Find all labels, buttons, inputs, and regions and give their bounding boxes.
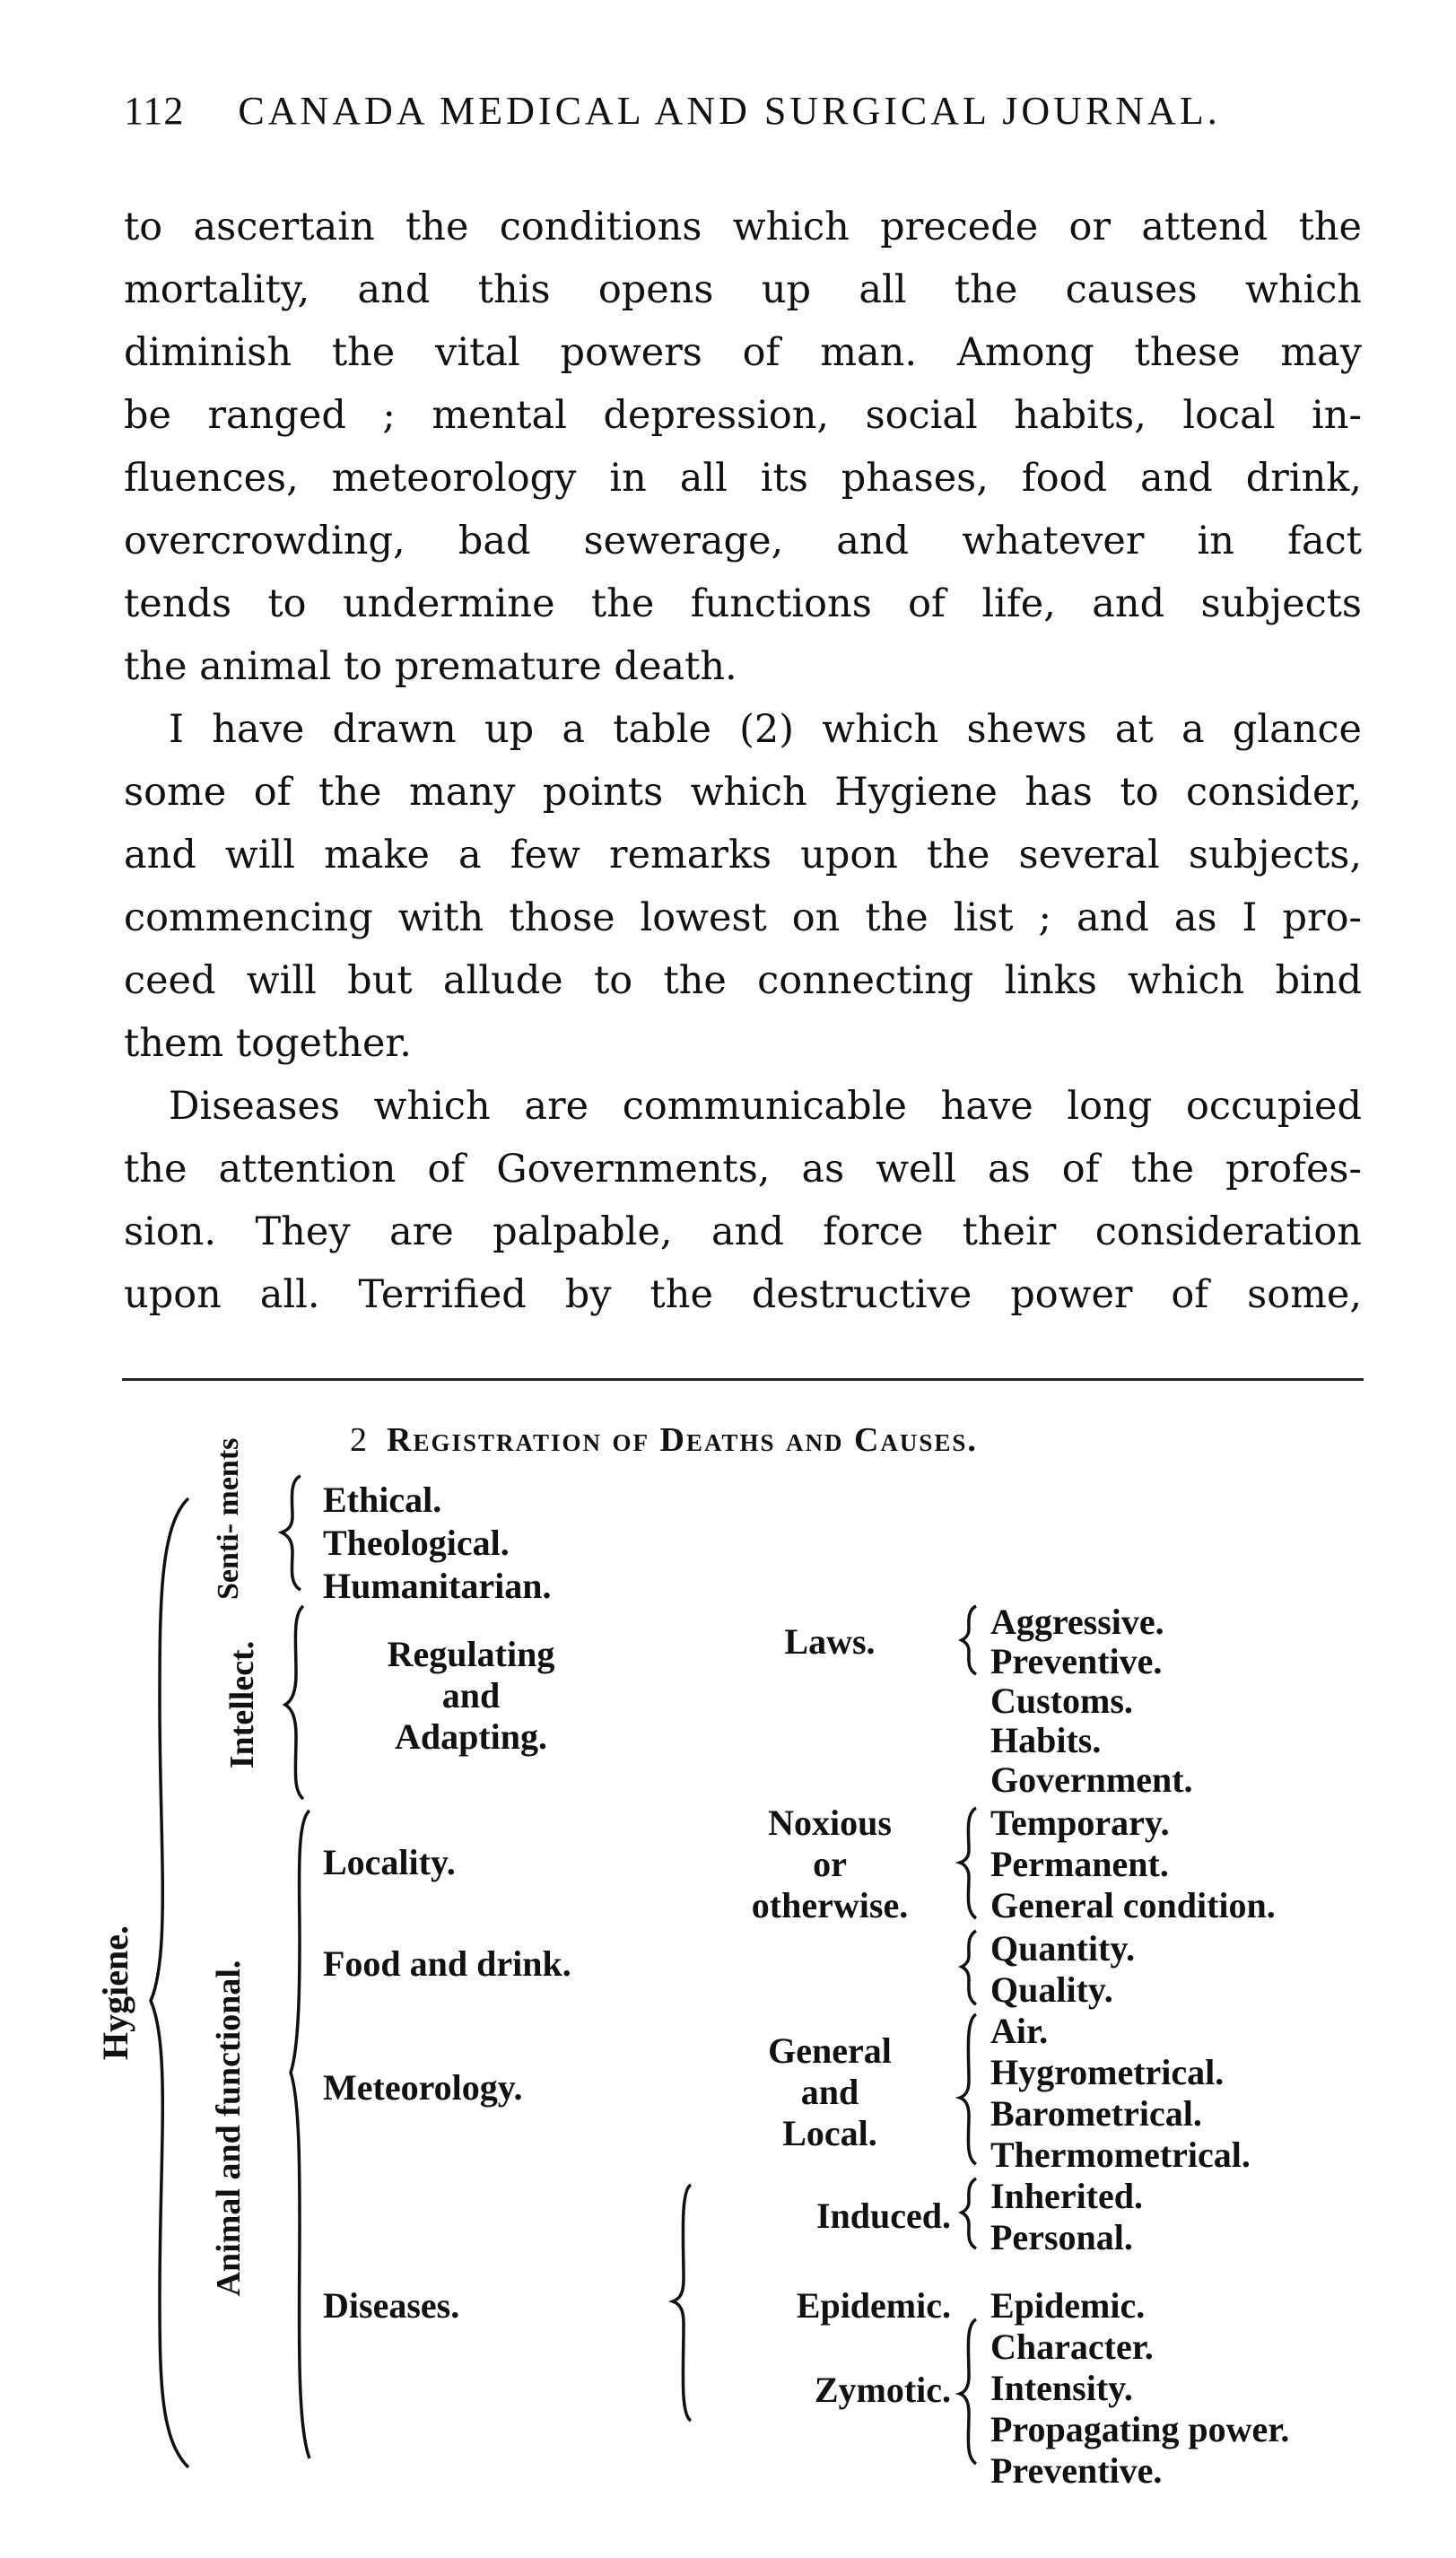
- running-title: CANADA MEDICAL AND SURGICAL JOURNAL.: [238, 89, 1221, 133]
- hygiene-brace: [151, 1498, 188, 2467]
- food-brace: [962, 1931, 976, 2004]
- noxious-brace: [960, 1808, 976, 1918]
- intellect-label: Intellect.: [223, 1640, 261, 1769]
- character-item: Character.: [990, 2327, 1154, 2367]
- body-line: commencing with those lowest on the list ; and as I pro-: [124, 895, 1362, 940]
- body-line: the attention of Governments, as well as of the profes-: [124, 1147, 1362, 1192]
- regulating-line-3: Adapting.: [394, 1716, 548, 1757]
- body-line: upon all. Terrified by the destructive power of some,: [124, 1272, 1362, 1317]
- ethical-item: Ethical.: [323, 1480, 442, 1520]
- body-line: and will make a few remarks upon the several subjects,: [124, 833, 1362, 877]
- noxious-line-1: Noxious: [768, 1803, 892, 1843]
- barometrical-item: Barometrical.: [990, 2093, 1202, 2134]
- animal-brace: [291, 1811, 310, 2458]
- body-line: sion. They are palpable, and force their consideration: [124, 1209, 1362, 1254]
- thermometrical-item: Thermometrical.: [990, 2135, 1251, 2175]
- hygiene-label: Hygiene.: [95, 1925, 135, 2060]
- body-line: ceed will but allude to the connecting links which bind: [124, 958, 1362, 1003]
- temporary-item: Temporary.: [990, 1803, 1170, 1843]
- intensity-item: Intensity.: [990, 2368, 1133, 2408]
- body-line: I have drawn up a table (2) which shews at a glance: [169, 707, 1362, 752]
- laws-item: Laws.: [784, 1621, 876, 1662]
- aggressive-item: Aggressive.: [990, 1602, 1164, 1642]
- food-drink-item: Food and drink.: [323, 1943, 571, 1984]
- noxious-line-2: or: [813, 1844, 847, 1884]
- sentiments-brace: [282, 1476, 301, 1590]
- induced-brace: [962, 2178, 976, 2248]
- locality-item: Locality.: [323, 1842, 456, 1882]
- epidemic-middle-item: Epidemic.: [796, 2285, 951, 2326]
- permanent-item: Permanent.: [990, 1844, 1169, 1884]
- general-line-1: General: [768, 2030, 892, 2071]
- theological-item: Theological.: [323, 1523, 510, 1563]
- noxious-line-3: otherwise.: [751, 1885, 909, 1925]
- meteorology-item: Meteorology.: [323, 2067, 523, 2108]
- preventive-law-item: Preventive.: [990, 1641, 1163, 1681]
- humanitarian-item: Humanitarian.: [323, 1566, 552, 1606]
- diseases-middle-brace: [673, 2185, 691, 2421]
- regulating-line-2: and: [441, 1675, 501, 1716]
- table-number: 2: [350, 1421, 369, 1459]
- general-line-2: and: [800, 2072, 859, 2112]
- customs-item: Customs.: [990, 1681, 1133, 1721]
- general-condition-item: General condition.: [990, 1885, 1276, 1925]
- air-item: Air.: [990, 2011, 1049, 2051]
- personal-item: Personal.: [990, 2217, 1133, 2257]
- body-line: diminish the vital powers of man. Among these may: [124, 330, 1362, 375]
- body-line: fluences, meteorology in all its phases, food and drink,: [124, 456, 1362, 501]
- induced-item: Induced.: [815, 2196, 951, 2236]
- body-line: tends to undermine the functions of life, and subjects: [124, 581, 1362, 626]
- body-line: be ranged ; mental depression, social habits, local in-: [124, 393, 1362, 438]
- table-caption-text: Registration of Deaths and Causes.: [387, 1421, 978, 1459]
- government-item: Government.: [990, 1759, 1193, 1800]
- sentiments-label: Senti- ments: [212, 1437, 245, 1600]
- body-line: some of the many points which Hygiene has to consider,: [124, 770, 1362, 815]
- preventive-zymotic-item: Preventive.: [990, 2450, 1163, 2491]
- epidemic-right-item: Epidemic.: [990, 2285, 1146, 2326]
- quality-item: Quality.: [990, 1969, 1113, 2010]
- body-line: the animal to premature death.: [124, 644, 737, 689]
- meteorology-brace: [960, 2014, 976, 2164]
- habits-item: Habits.: [990, 1720, 1102, 1760]
- general-line-3: Local.: [782, 2113, 877, 2153]
- body-line: them together.: [124, 1021, 412, 1066]
- hygrometrical-item: Hygrometrical.: [990, 2052, 1225, 2092]
- laws-brace: [962, 1606, 976, 1674]
- body-line: Diseases which are communicable have long occupied: [169, 1084, 1362, 1129]
- body-line: overcrowding, bad sewerage, and whatever in fact: [124, 519, 1362, 563]
- quantity-item: Quantity.: [990, 1928, 1136, 1969]
- intellect-brace: [285, 1606, 303, 1799]
- propagating-power-item: Propagating power.: [990, 2409, 1290, 2449]
- body-line: to ascertain the conditions which precede or attend the: [124, 205, 1362, 249]
- animal-functional-label: Animal and functional.: [210, 1960, 248, 2297]
- inherited-item: Inherited.: [990, 2176, 1143, 2216]
- zymotic-item: Zymotic.: [814, 2370, 951, 2410]
- diseases-item: Diseases.: [323, 2285, 460, 2326]
- page-number: 112: [124, 89, 185, 133]
- body-line: mortality, and this opens up all the causes which: [124, 267, 1362, 312]
- regulating-line-1: Regulating: [387, 1634, 555, 1674]
- zymotic-brace: [960, 2319, 976, 2464]
